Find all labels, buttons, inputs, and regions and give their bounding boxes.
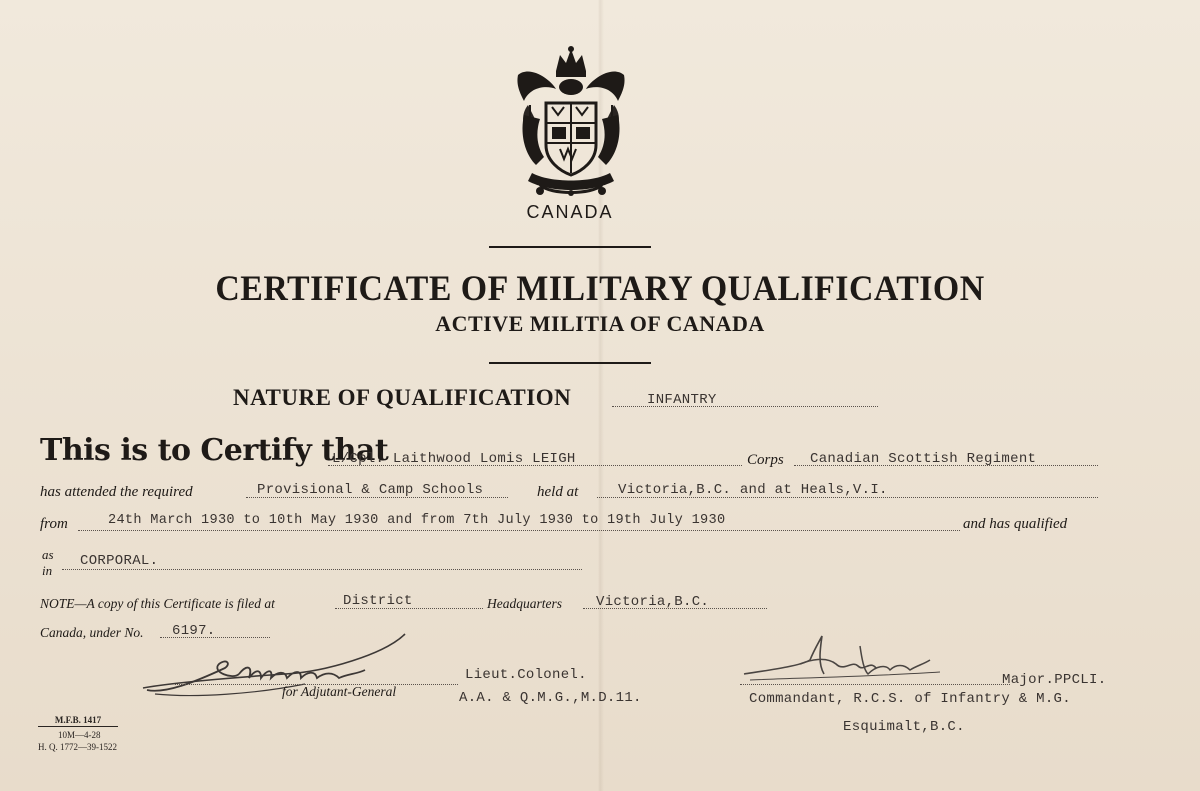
in-label: in bbox=[42, 563, 53, 578]
as-label: as bbox=[42, 547, 54, 562]
district-value: District bbox=[343, 593, 413, 609]
form-code-print-run: 10M—4-28 bbox=[58, 730, 101, 740]
held-at-label: held at bbox=[537, 484, 579, 500]
form-code-reference: H. Q. 1772—39-1522 bbox=[38, 742, 117, 752]
right-signature-office: Commandant, R.C.S. of Infantry & M.G. bbox=[749, 691, 1071, 707]
qualification-label: NATURE OF QUALIFICATION bbox=[233, 385, 572, 410]
soldier-name: L/Cpl. Laithwood Lomis LEIGH bbox=[332, 451, 576, 467]
form-code-number: M.F.B. 1417 bbox=[38, 714, 118, 727]
certify-heading: This is to Certify that bbox=[40, 433, 389, 468]
dates-dotted-line bbox=[78, 530, 960, 531]
header-divider-bottom bbox=[489, 362, 651, 364]
certificate-title: CERTIFICATE OF MILITARY QUALIFICATION bbox=[215, 268, 985, 308]
canada-number-label: Canada, under No. bbox=[40, 625, 144, 640]
rank-dotted-line bbox=[62, 569, 582, 570]
headquarters-value: Victoria,B.C. bbox=[596, 594, 710, 610]
left-signature-title: Lieut.Colonel. bbox=[465, 667, 587, 683]
header-divider-top bbox=[489, 246, 651, 248]
schools-value: Provisional & Camp Schools bbox=[257, 482, 484, 498]
left-signature-caption: for Adjutant-General bbox=[282, 684, 397, 699]
coat-of-arms-emblem bbox=[510, 45, 632, 197]
held-at-value: Victoria,B.C. and at Heals,V.I. bbox=[618, 482, 888, 498]
qualification-value: INFANTRY bbox=[647, 392, 717, 408]
commandant-handwritten-signature bbox=[740, 630, 950, 690]
country-name: CANADA bbox=[526, 202, 614, 222]
rank-value: CORPORAL. bbox=[80, 553, 159, 569]
note-text: NOTE—A copy of this Certificate is filed at bbox=[40, 596, 275, 611]
dates-value: 24th March 1930 to 10th May 1930 and from 7th July 1930 to 19th July 1930 bbox=[108, 513, 726, 528]
corps-label: Corps bbox=[747, 452, 784, 468]
certificate-subtitle: ACTIVE MILITIA OF CANADA bbox=[435, 311, 765, 336]
right-signature-title: Major.PPCLI. bbox=[1002, 672, 1107, 688]
right-signature-place: Esquimalt,B.C. bbox=[843, 719, 965, 735]
headquarters-label: Headquarters bbox=[487, 596, 562, 611]
from-label: from bbox=[40, 516, 68, 532]
attended-label: has attended the required bbox=[40, 484, 193, 500]
right-signature-dotted-line bbox=[740, 684, 1010, 685]
form-code-block bbox=[38, 714, 118, 753]
left-signature-office: A.A. & Q.M.G.,M.D.11. bbox=[459, 690, 642, 706]
qualified-label: and has qualified bbox=[963, 516, 1068, 532]
certificate-number: 6197. bbox=[172, 623, 216, 639]
corps-value: Canadian Scottish Regiment bbox=[810, 451, 1037, 467]
